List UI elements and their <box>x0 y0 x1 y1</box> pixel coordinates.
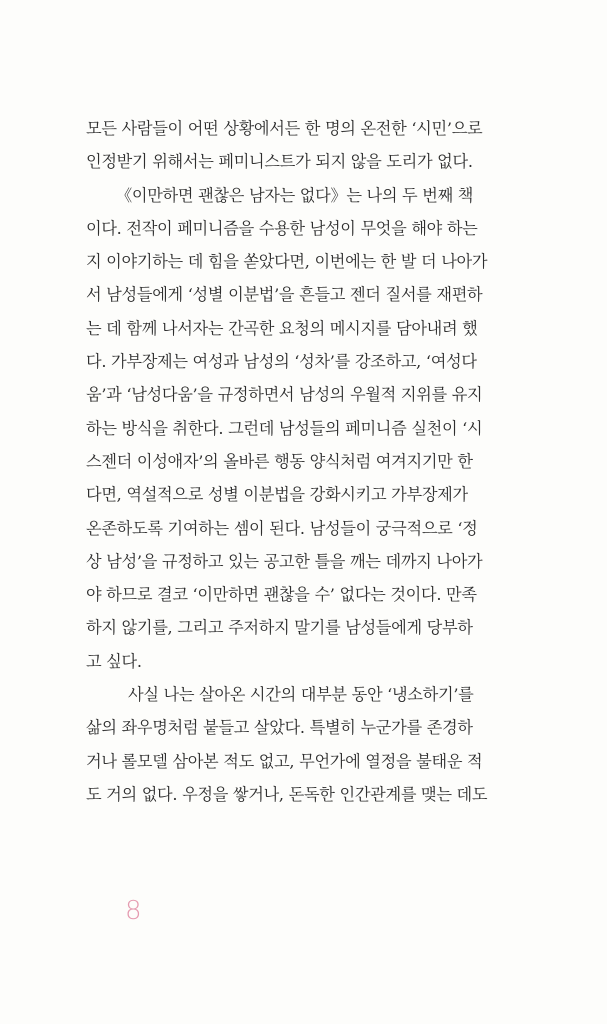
text-line: 는 데 함께 나서자는 간곡한 요청의 메시지를 담아내려 했 <box>86 318 478 338</box>
text-line: 움’과 ‘남성다움’을 규정하면서 남성의 우월적 지위를 유지 <box>86 385 483 405</box>
text-line: 다면, 역설적으로 성별 이분법을 강화시키고 가부장제가 <box>86 485 468 505</box>
body-text <box>86 112 524 811</box>
text-line: 야 하므로 결코 ‘이만하면 괜찮을 수’ 없다는 것이다. 만족 <box>86 585 477 605</box>
text-line: 스젠더 이성애자’의 올바른 행동 양식처럼 여겨지기만 한 <box>86 451 473 471</box>
text-line: 거나 롤모델 삼아본 적도 없고, 무언가에 열정을 불태운 적 <box>86 751 483 771</box>
text-line: 삶의 좌우명처럼 붙들고 살았다. 특별히 누군가를 존경하 <box>86 718 473 738</box>
text-line: 서 남성들에게 ‘성별 이분법’을 흔들고 젠더 질서를 재편하 <box>86 285 483 305</box>
text-line: 고 싶다. <box>86 651 142 671</box>
text-line: 온존하도록 기여하는 셈이 된다. 남성들이 궁극적으로 ‘정 <box>86 518 478 538</box>
text-line: 상 남성’을 규정하고 있는 공고한 틀을 깨는 데까지 나아가 <box>86 551 483 571</box>
text-line: 다. 가부장제는 여성과 남성의 ‘성차’를 강조하고, ‘여성다 <box>86 352 477 372</box>
text-line: 하지 않기를, 그리고 주저하지 말기를 남성들에게 당부하 <box>86 618 473 638</box>
text-line: 모든 사람들이 어떤 상황에서든 한 명의 온전한 ‘시민’으로 <box>86 119 483 138</box>
text-line: 인정받기 위해서는 페미니스트가 되지 않을 도리가 없다. <box>86 152 473 172</box>
text-line: 지 이야기하는 데 힘을 쏟았다면, 이번에는 한 발 더 나아가 <box>86 252 488 272</box>
text-line: 도 거의 없다. 우정을 쌓거나, 돈독한 인간관계를 맺는 데도 <box>86 784 488 804</box>
text-line: 이다. 전작이 페미니즘을 수용한 남성이 무엇을 해야 하는 <box>86 218 478 238</box>
paragraph-first-line: 《이만하면 괜찮은 남자는 없다》는 나의 두 번째 책 <box>116 185 474 205</box>
text-line: 하는 방식을 취한다. 그런데 남성들의 페미니즘 실천이 ‘시 <box>86 418 483 438</box>
page-number: 8 <box>125 896 142 926</box>
paragraph-first-line: 사실 나는 살아온 시간의 대부분 동안 ‘냉소하기’를 <box>128 685 474 705</box>
